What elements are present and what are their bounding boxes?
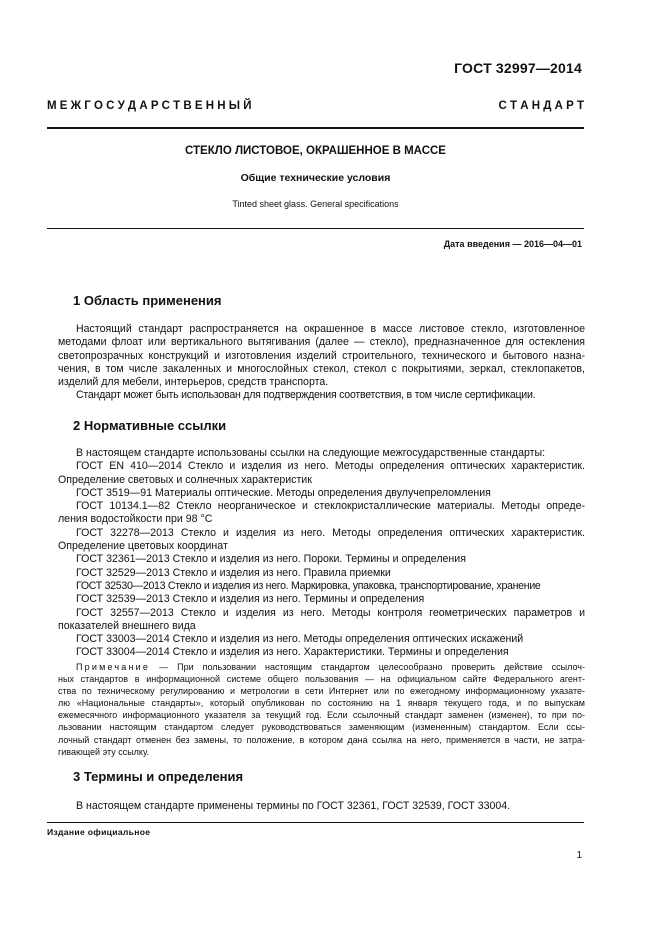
text-line: ных стандартов в информационной системе общего пользования — на официальном сайте Федерального агент- <box>58 674 585 685</box>
text-line: В настоящем стандарте применены термины по ГОСТ 32361, ГОСТ 32539, ГОСТ 33004. <box>76 800 511 812</box>
document-title: СТЕКЛО ЛИСТОВОЕ, ОКРАШЕННОЕ В МАССЕ <box>185 145 446 157</box>
section-body <box>58 323 585 403</box>
text-line: гивающей эту ссылку. <box>58 746 150 757</box>
text-line: Настоящий стандарт распространяется на окрашенное в массе листовое стекло, изготовленное <box>76 323 585 335</box>
effective-date: Дата введения — 2016—04—01 <box>443 239 582 249</box>
text-line: ГОСТ 33004—2014 Стекло и изделия из него. Характеристики. Термины и определения <box>76 646 509 659</box>
section-heading: 1 Область применения <box>73 293 222 308</box>
text-line: ства по техническому регулированию и метрологии в сети Интернет или по ежегодному информационному указате- <box>58 686 585 697</box>
section-heading: 2 Нормативные ссылки <box>73 418 227 433</box>
edition-label: Издание официальное <box>47 827 151 837</box>
text-line: показателей внешнего вида <box>58 619 196 632</box>
text-line: изделий для мебели, интерьеров, средств транспорта. <box>58 376 329 389</box>
note-label: Примечание <box>76 662 151 672</box>
text-line: ГОСТ 32557—2013 Стекло и изделия из него. Методы контроля геометрических параметров и <box>76 606 585 619</box>
note-first-line <box>58 661 585 673</box>
text-line: Стандарт может быть использован для подтверждения соответствия, в том числе сертификации. <box>76 389 536 402</box>
text-line: ежемесячного информационного указателя за текущий год. Если ссылочный стандарт заменен (изменен), то при по- <box>58 710 585 721</box>
standard-type-banner <box>47 100 584 112</box>
title-divider <box>47 228 584 229</box>
text-line: методами флоат или вертикального вытягивания (далее — стекло), предназначенное для остекления <box>58 336 585 349</box>
standard-number: ГОСТ 32997—2014 <box>454 60 582 76</box>
text-line: ГОСТ 10134.1—82 Стекло неорганическое и стеклокристаллические материалы. Методы опреде- <box>76 500 585 513</box>
text-line: лю «Национальные стандарты», который опубликован по состоянию на 1 января текущего года, и по выпускам <box>58 698 585 709</box>
text-line: чения, в том числе закаленных и многослойных стекол, стекол с покрытиями, зеркал, стеклопакетов, <box>58 362 585 375</box>
section-body <box>58 800 585 813</box>
english-title: Tinted sheet glass. General specifications <box>232 199 399 209</box>
text-line: ГОСТ EN 410—2014 Стекло и изделия из него. Методы определения оптических характеристик. <box>76 460 585 473</box>
text-line: ГОСТ 32278—2013 Стекло и изделия из него. Методы определения оптических характеристик. <box>76 526 585 539</box>
section-heading: 3 Термины и определения <box>73 769 244 784</box>
text-line: Определение цветовых координат <box>58 540 228 553</box>
document-subtitle: Общие технические условия <box>240 172 391 184</box>
banner-word-interstate: М Е Ж Г О С У Д А Р С Т В Е Н Н Ы Й <box>47 100 252 112</box>
page-number: 1 <box>576 850 582 861</box>
text-line: лочный стандарт отменен без замены, то положение, в котором дана ссылка на него, применяется в части, не затра- <box>58 734 585 745</box>
note-block <box>58 661 585 758</box>
text-line: ГОСТ 33003—2014 Стекло и изделия из него. Методы определения оптических искажений <box>76 633 524 646</box>
top-divider <box>47 127 584 129</box>
text-line: ГОСТ 32530—2013 Стекло и изделия из него. Маркировка, упаковка, транспортирование, хранение <box>76 579 541 592</box>
text-line: ГОСТ 32529—2013 Стекло и изделия из него. Правила приемки <box>76 566 391 579</box>
text-line: льзовании настоящим стандартом следует руководствоваться заменяющим (измененным) стандартом. Если ссы- <box>58 722 585 733</box>
text-line: светопрозрачных конструкций и изготовления изделий строительного, технического и бытового назна- <box>58 349 585 362</box>
banner-word-standard: С Т А Н Д А Р Т <box>498 100 584 112</box>
footer-divider <box>47 822 584 823</box>
text-line: — При пользовании настоящим стандартом целесообразно проверить действие ссылоч- <box>159 662 585 672</box>
text-line: ГОСТ 32539—2013 Стекло и изделия из него. Термины и определения <box>76 593 425 606</box>
text-line: В настоящем стандарте использованы ссылки на следующие межгосударственные стандарты: <box>76 447 546 459</box>
text-line: ГОСТ 3519—91 Материалы оптические. Методы определения двулучепреломления <box>76 486 491 499</box>
text-line: Определение световых и солнечных характеристик <box>58 473 312 486</box>
text-line: ГОСТ 32361—2013 Стекло и изделия из него. Пороки. Термины и определения <box>76 553 466 566</box>
section-body <box>58 447 585 660</box>
text-line: ления водостойкости при 98 °С <box>58 513 213 526</box>
